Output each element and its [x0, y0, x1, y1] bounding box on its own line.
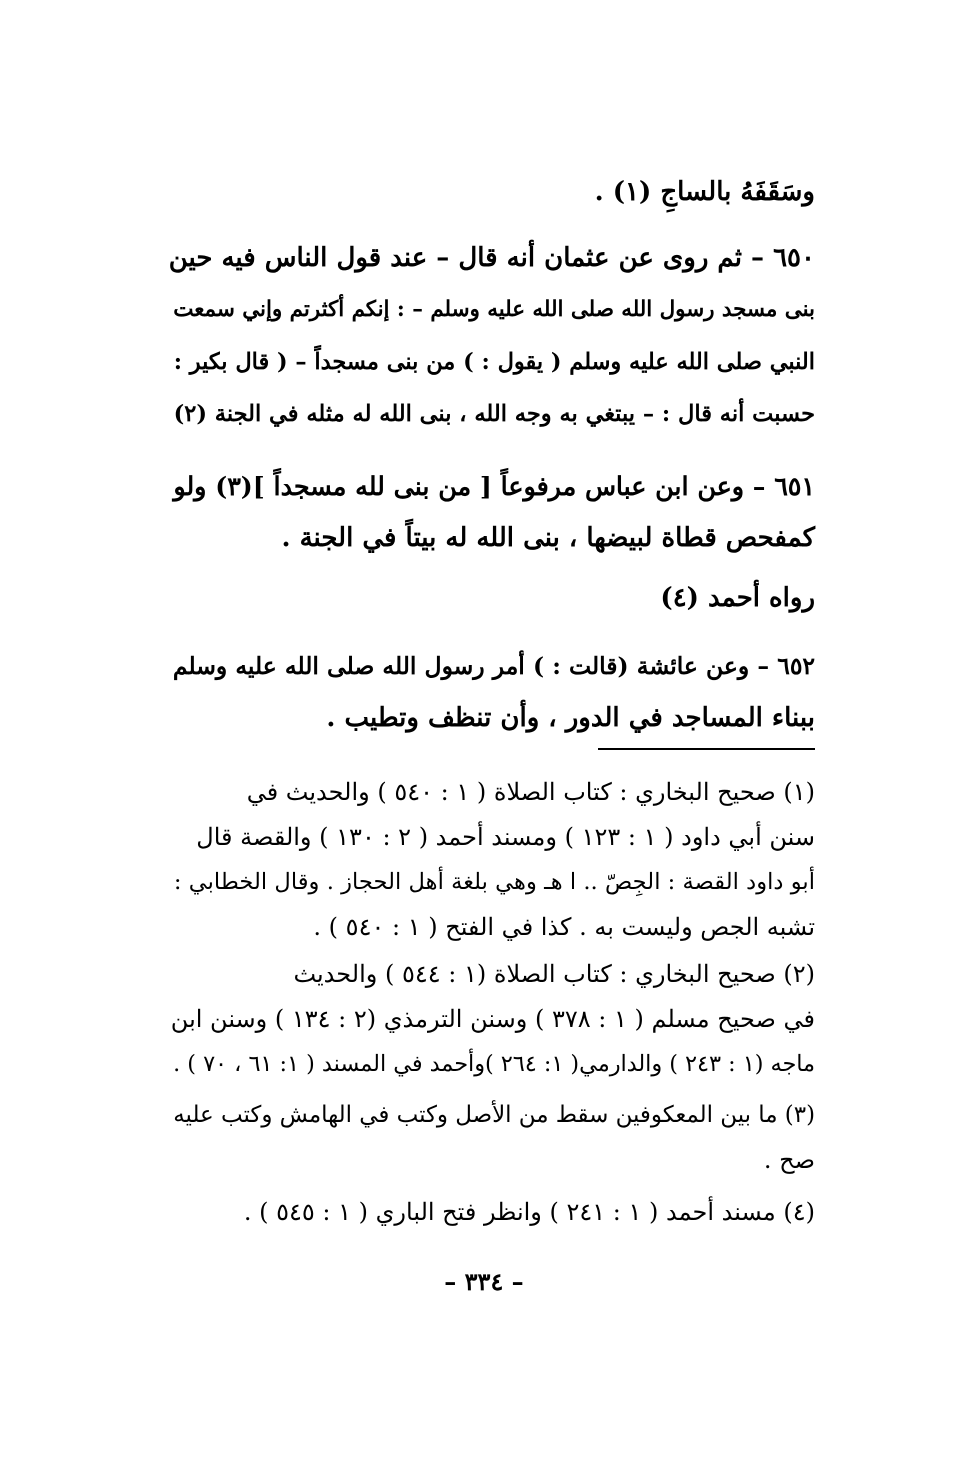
intro-paragraph: [160, 166, 815, 218]
footnote-2: [160, 952, 815, 1087]
text-line: بنى مسجد رسول الله صلى الله عليه وسلم – : إنكم أكثرتم وإني سمعت: [173, 297, 815, 322]
text-line: (٣) ما بين المعكوفين سقط من الأصل وكتب في الهامش وكتب عليه: [173, 1102, 815, 1128]
text-line: كمفحص قطاة لبيضها ، بنى الله له بيتاً في الجنة .: [281, 523, 815, 553]
page-number: – ٣٣٤ –: [444, 1267, 524, 1296]
footnote-1: [160, 770, 815, 950]
footnote-separator: [598, 748, 815, 750]
text-line: (٤) مسند أحمد ( ١ : ٢٤١ ) وانظر فتح الباري ( ١ : ٥٤٥ ) .: [243, 1198, 815, 1226]
text-line: تشبه الجص وليست به . كذا في الفتح ( ١ : ٥٤٠ ) .: [313, 913, 815, 941]
text-line: ماجه (١ : ٢٤٣ ) والدارمي( ١: ٢٦٤ )وأحمد في المسند ( ١: ٦١ ، ٧٠ ) .: [173, 1051, 815, 1077]
text-line: في صحيح مسلم ( ١ : ٣٧٨ ) وسنن الترمذي (٢ : ١٣٤ ) وسنن ابن: [170, 1005, 815, 1033]
text-line: وسَقَفَهُ بالساجِ (١) .: [594, 177, 815, 207]
text-line: أبو داود القصة : الجِصّ .. ا هـ وهي بلغة أهل الحجاز . وقال الخطابي :: [173, 869, 815, 895]
text-line: رواه أحمد (٤): [660, 583, 815, 613]
narration-651: [160, 572, 815, 624]
text-line: ٦٥٢ – وعن عائشة (قالت : ) أمر رسول الله صلى الله عليه وسلم: [172, 652, 815, 680]
footnote-3: [160, 1093, 815, 1183]
text-line: ٦٥٠ – ثم روى عن عثمان أنه قال – عند قول الناس فيه حين: [168, 243, 815, 273]
footnote-4: [160, 1190, 815, 1235]
hadith-651: [160, 460, 815, 564]
text-line: صح .: [763, 1146, 815, 1174]
text-line: ببناء المساجد في الدور ، وأن تنظف وتطيب .: [326, 703, 815, 733]
text-line: ٦٥١ – وعن ابن عباس مرفوعاً [ من بنى لله مسجداً ](٣) ولو: [173, 471, 815, 501]
text-line: سنن أبي داود ( ١ : ١٢٣ ) ومسند أحمد ( ٢ : ١٣٠ ) والقصة قال: [196, 823, 815, 851]
text-line: (٢) صحيح البخاري : كتاب الصلاة (١ : ٥٤٤ ) والحديث: [293, 960, 815, 988]
text-line: النبي صلى الله عليه وسلم ( يقول : ) من بنى مسجداً – ( قال بكير :: [173, 349, 815, 375]
text-line: حسبت أنه قال : – يبتغي به وجه الله ، بنى الله له مثله في الجنة (٢): [173, 401, 815, 427]
hadith-652: [160, 640, 815, 744]
text-line: (١) صحيح البخاري : كتاب الصلاة ( ١ : ٥٤٠ ) والحديث في: [246, 778, 815, 806]
hadith-650: [160, 232, 815, 440]
